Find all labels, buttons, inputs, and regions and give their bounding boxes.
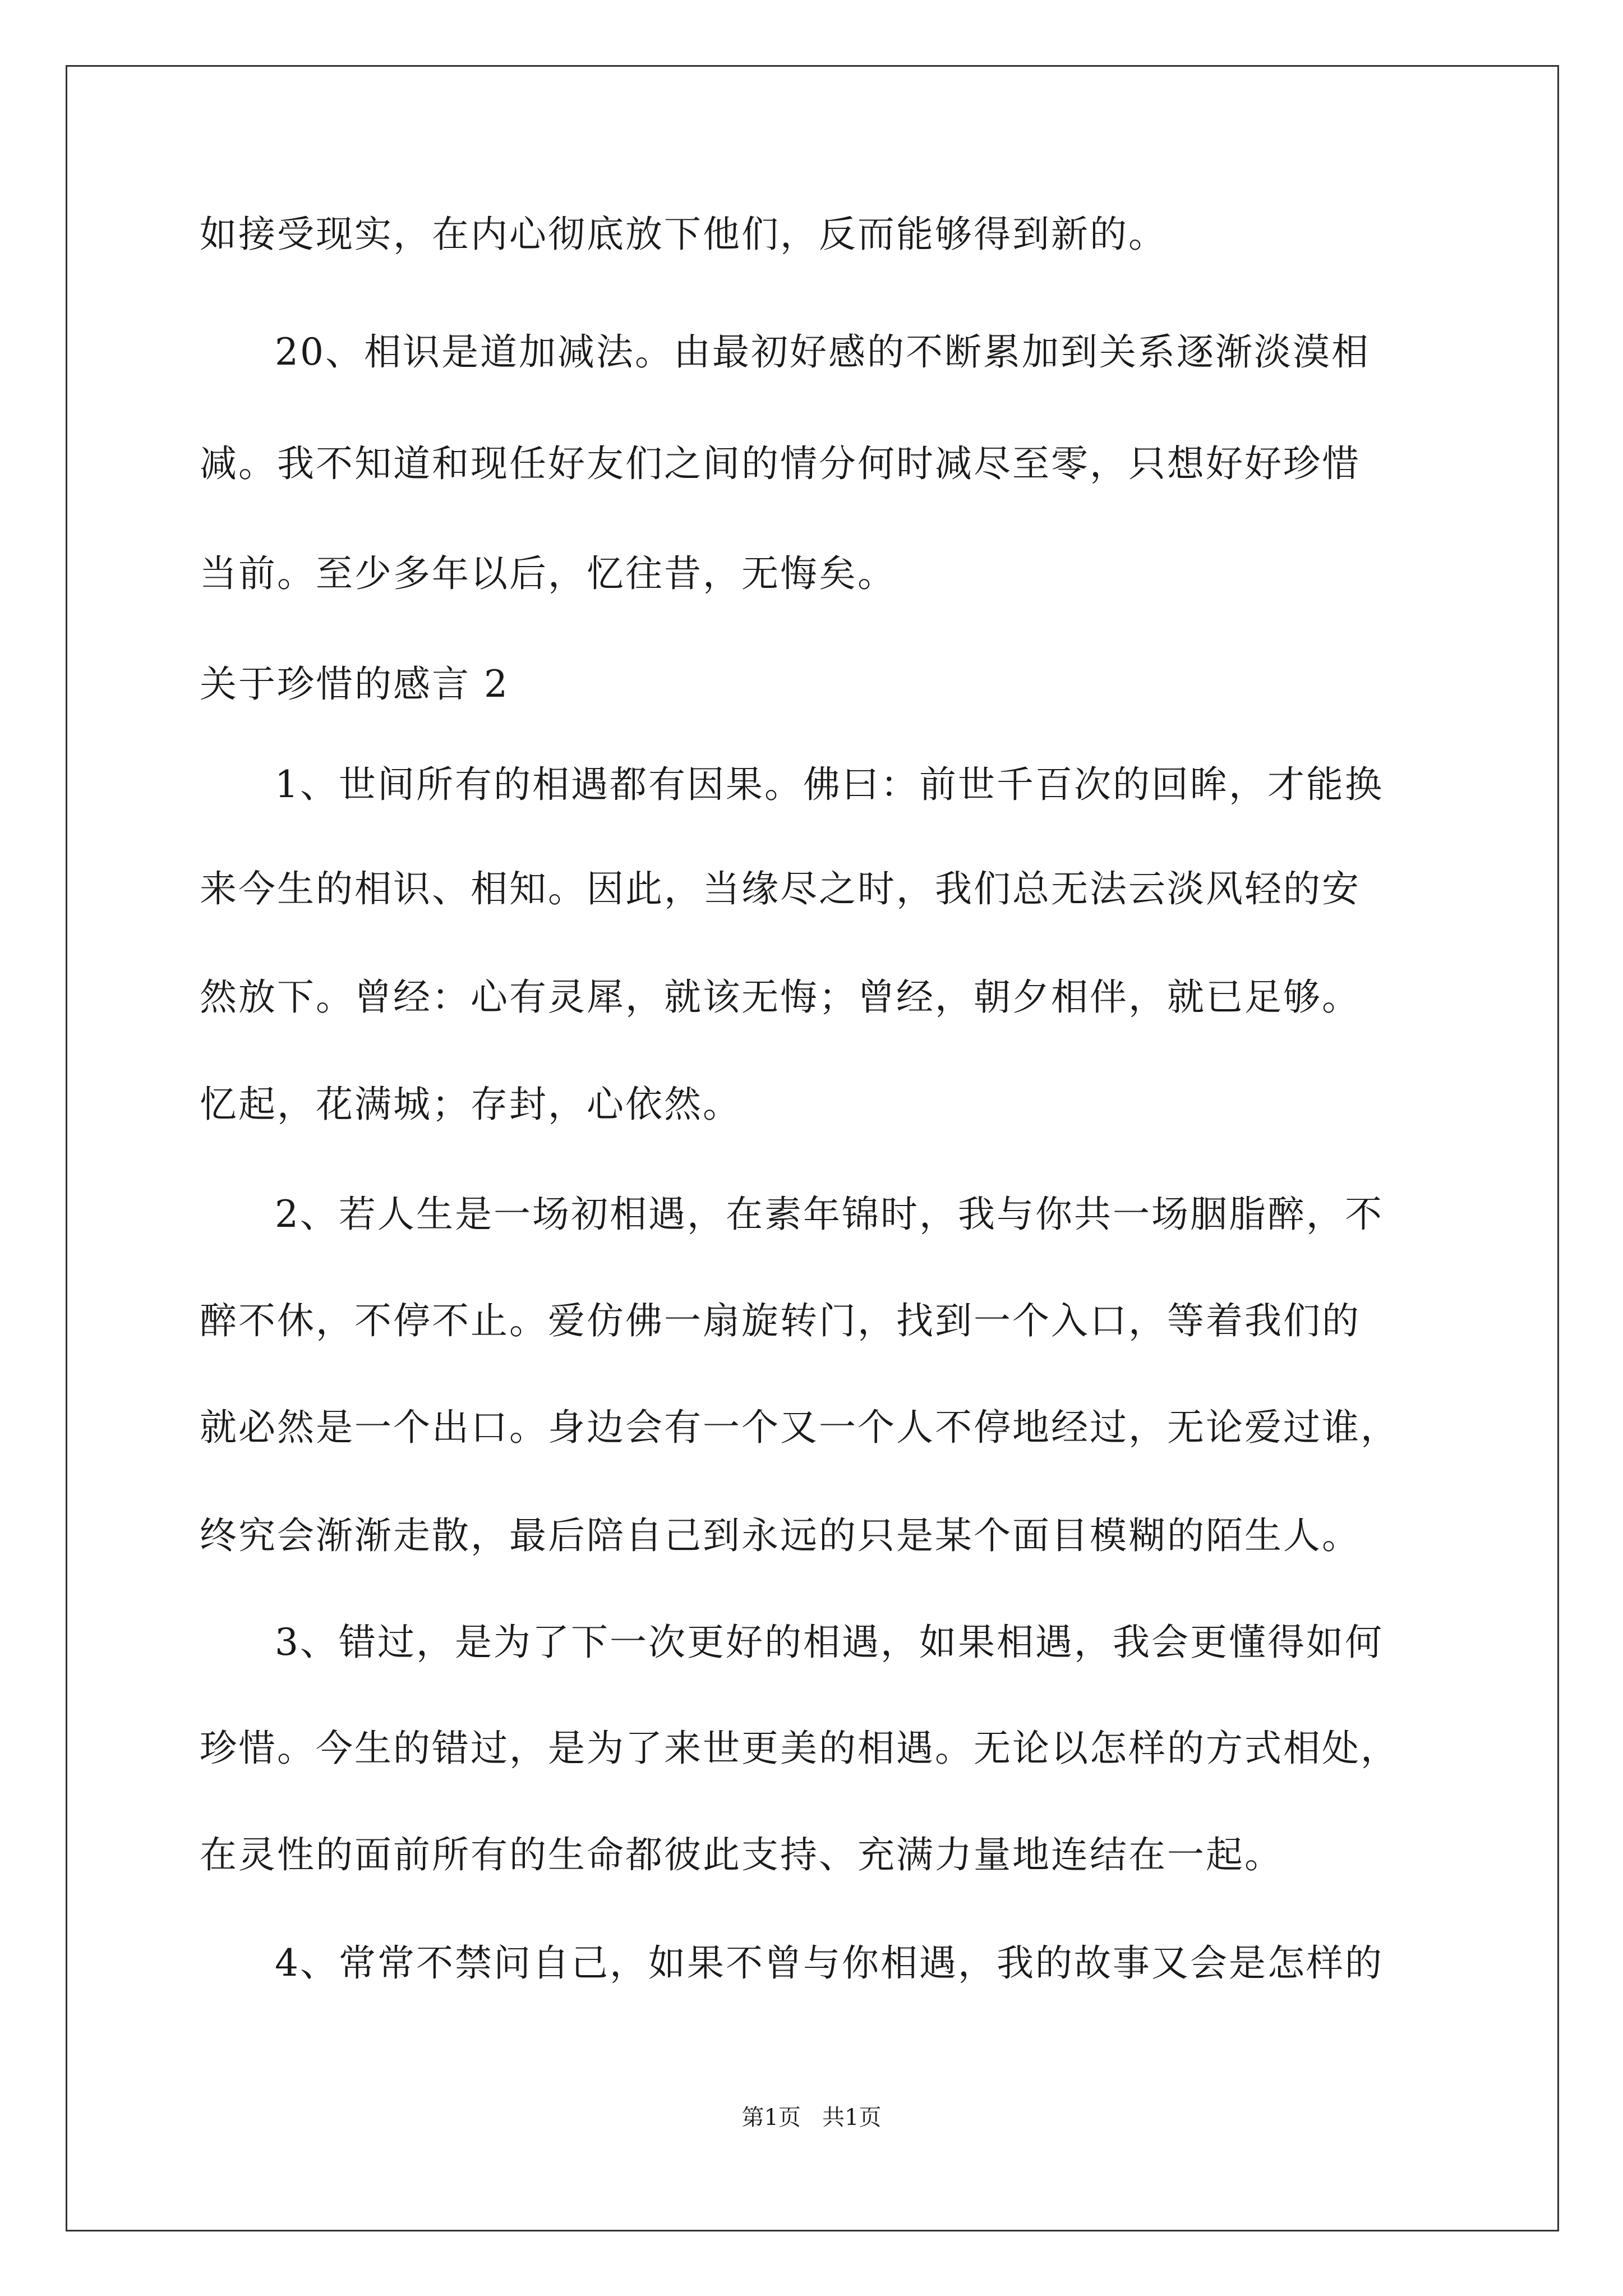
page-border bbox=[66, 65, 1559, 2231]
text-line: 在灵性的面前所有的生命都彼此支持、充满力量地连结在一起。 bbox=[200, 1833, 1283, 1876]
text-line: 然放下。曾经：心有灵犀，就该无悔；曾经，朝夕相伴，就已足够。 bbox=[200, 976, 1361, 1019]
text-line: 就必然是一个出口。身边会有一个又一个人不停地经过，无论爱过谁， bbox=[200, 1406, 1399, 1449]
text-line: 忆起，花满城；存封，心依然。 bbox=[200, 1083, 741, 1126]
text-line: 当前。至少多年以后，忆往昔，无悔矣。 bbox=[200, 552, 896, 595]
text-line: 4、常常不禁问自己，如果不曾与你相遇，我的故事又会是怎样的 bbox=[275, 1941, 1384, 1985]
section-heading: 关于珍惜的感言 2 bbox=[200, 662, 509, 706]
text-line: 减。我不知道和现任好友们之间的情分何时减尽至零，只想好好珍惜 bbox=[200, 442, 1361, 485]
text-line: 3、错过，是为了下一次更好的相遇，如果相遇，我会更懂得如何 bbox=[275, 1621, 1384, 1664]
text-line: 来今生的相识、相知。因此，当缘尽之时，我们总无法云淡风轻的安 bbox=[200, 867, 1361, 910]
text-line: 醉不休，不停不止。爱仿佛一扇旋转门，找到一个入口，等着我们的 bbox=[200, 1299, 1361, 1342]
text-line: 如接受现实，在内心彻底放下他们，反而能够得到新的。 bbox=[200, 213, 1167, 256]
text-line: 珍惜。今生的错过，是为了来世更美的相遇。无论以怎样的方式相处， bbox=[200, 1727, 1399, 1770]
text-line: 1、世间所有的相遇都有因果。佛曰：前世千百次的回眸，才能换 bbox=[275, 763, 1384, 806]
text-line: 终究会渐渐走散，最后陪自己到永远的只是某个面目模糊的陌生人。 bbox=[200, 1514, 1361, 1557]
text-line: 20、相识是道加减法。由最初好感的不断累加到关系逐渐淡漠相 bbox=[275, 330, 1370, 374]
page-footer: 第1页 共1页 bbox=[741, 2105, 882, 2131]
text-line: 2、若人生是一场初相遇，在素年锦时，我与你共一场胭脂醉，不 bbox=[275, 1193, 1384, 1236]
